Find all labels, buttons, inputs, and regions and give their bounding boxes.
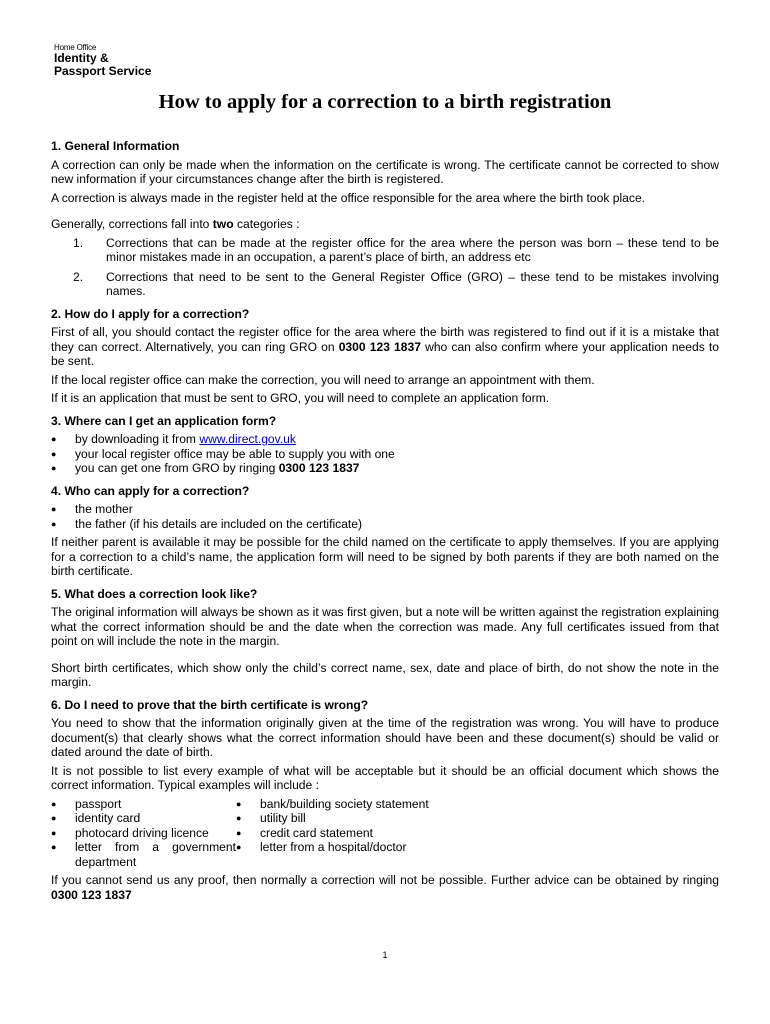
section-2-heading: 2. How do I apply for a correction? <box>51 306 250 321</box>
phone-number: 0300 123 1837 <box>338 339 421 354</box>
section-1-paragraph-2: A correction is always made in the register held at the office responsible for the area where the birth took place. <box>51 190 646 205</box>
proof-examples <box>51 797 719 870</box>
section-4-paragraph: If neither parent is available it may be possible for the child named on the certificate to apply themselves. If you are applying for a correction to a child’s name, the application form will need to be signed by both parents if they are both named on the birth certificate. <box>51 535 719 578</box>
section-6-heading: 6. Do I need to prove that the birth certificate is wrong? <box>51 697 369 712</box>
section-1-paragraph-1: A correction can only be made when the information on the certificate is wrong. The certificate cannot be corrected to show new information if your circumstances change after the birth is registered. <box>51 157 719 186</box>
list-item: ● utility bill <box>236 811 306 825</box>
list-item: ● letter from a hospital/doctor <box>236 840 407 854</box>
section-1-paragraph-3: Generally, corrections fall into two categories : <box>51 217 300 231</box>
proof-list-left <box>51 797 236 870</box>
application-form-sources <box>51 432 719 476</box>
list-item: ● bank/building society statement <box>236 796 429 811</box>
phone-number: 0300 123 1837 <box>51 887 132 902</box>
list-item: 2. Corrections that need to be sent to the General Register Office (GRO) – these tend to be mistakes involving names. <box>73 269 719 298</box>
identity-passport-service-logo <box>54 43 151 78</box>
categories-list <box>51 236 719 299</box>
list-item: ● photocard driving licence <box>51 825 209 840</box>
section-6-paragraph-2: It is not possible to list every example of what will be acceptable but it should be an official document which shows the correct information. Typical examples will include : <box>51 763 719 792</box>
section-5-paragraph-2: Short birth certificates, which show only the child’s correct name, sex, date and place of birth, do not show the note in the margin. <box>51 660 719 689</box>
list-item: ● by downloading it from www.direct.gov.uk <box>51 432 296 446</box>
list-item: ● credit card statement <box>236 825 373 840</box>
list-item: ● your local register office may be able to supply you with one <box>51 446 395 461</box>
section-2-paragraph-3: If it is an application that must be sent to GRO, you will need to complete an application form. <box>51 391 550 405</box>
list-item: ● the father (if his details are included on the certificate) <box>51 516 363 531</box>
section-2-paragraph-2: If the local register office can make the correction, you will need to arrange an appointment with them. <box>51 372 595 387</box>
list-item: ● passport <box>51 796 122 811</box>
page-title: How to apply for a correction to a birth registration <box>158 91 612 113</box>
logo-line-1: Identity & <box>54 51 109 65</box>
list-item: ● you can get one from GRO by ringing 0300 123 1837 <box>51 461 360 475</box>
who-can-apply-list <box>51 502 719 531</box>
section-1-heading: 1. General Information <box>51 139 180 153</box>
phone-number: 0300 123 1837 <box>278 461 360 475</box>
section-5-heading: 5. What does a correction look like? <box>51 586 258 601</box>
logo-home-office: Home Office <box>54 43 97 52</box>
list-item: ● the mother <box>51 502 133 516</box>
section-5-paragraph-1: The original information will always be shown as it was first given, but a note will be written against the registration explaining what the correct information should be and the date when the correction was made. Any full certificates issued from that point on will include the note in the margin. <box>51 605 719 648</box>
section-6-paragraph-3: If you cannot send us any proof, then normally a correction will not be possible. Further advice can be obtained by ringing 0300 123 1837 <box>51 873 719 902</box>
direct-gov-link[interactable]: www.direct.gov.uk <box>199 432 296 446</box>
list-item: 1. Corrections that can be made at the register office for the area where the person was born – these tend to be minor mistakes made in an occupation, a parent’s place of birth, an address etc <box>73 235 719 264</box>
section-4-heading: 4. Who can apply for a correction? <box>51 483 250 498</box>
list-item: ● identity card <box>51 811 141 825</box>
document-body <box>51 139 719 906</box>
page-number: 1 <box>382 950 388 960</box>
list-item: ● letter from a government department <box>51 840 236 869</box>
section-6-paragraph-1: You need to show that the information originally given at the time of the registration was wrong. You will have to produce document(s) that clearly shows what the correct information should have been and these document(s) should be valid or dated around the date of birth. <box>51 716 719 759</box>
proof-list-right <box>236 797 466 855</box>
logo-line-2: Passport Service <box>54 64 152 78</box>
section-3-heading: 3. Where can I get an application form? <box>51 413 277 428</box>
section-2-paragraph-1: First of all, you should contact the register office for the area where the birth was registered to find out if it is a mistake that they can correct. Alternatively, you can ring GRO on 0300 123 1837 who can also confirm where your application needs to be sent. <box>51 325 719 368</box>
